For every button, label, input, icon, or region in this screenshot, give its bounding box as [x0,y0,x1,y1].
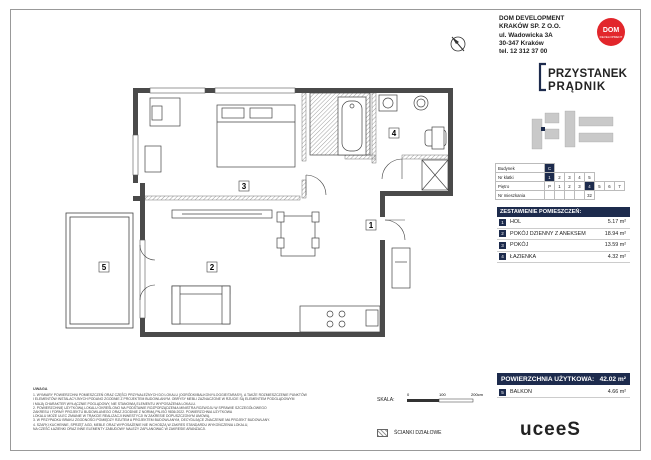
kitchen [300,248,410,332]
location-cell: 1 [555,182,565,191]
location-cell: 1 [545,173,555,182]
location-cell: 4 [585,182,595,191]
company-street: ul. Wadowicka 3A [499,31,553,39]
doors [140,159,405,300]
note-line: 2. POWIERZCHNIĘ UŻYTKOWĄ LOKALU OKREŚLONO NA PODSTAWIE ROZPORZĄDZENIA MINISTRA ROZWOJU W SPRAWIE SZCZEGÓŁOWEGO [33,405,267,410]
room-num: 2 [499,230,506,237]
svg-text:200cm: 200cm [471,392,484,397]
note-line: ZAKRESU I FORMY PROJEKTU BUDOWLANEGO ORAZ ZGODNIE Z NORMĄ PN-ISO 9836:2022. POWIERZCHNIA UŻYTKOWA [33,410,233,415]
svg-text:DEVELOPMENT: DEVELOPMENT [599,35,623,39]
note-line: 4. SZAFKI KUCHENNE, SPRZĘT AGD, MEBLE ORAZ WYPOSAŻENIE NIE WCHODZĄ W ZAKRES STANDARDU WYKOŃCZENIA LOKALU, [33,422,249,427]
location-cell: P [545,182,555,191]
north-arrow [451,37,465,51]
location-table-row [496,173,625,182]
total-area-label: POWIERZCHNIA UŻYTKOWA: [501,375,595,383]
location-cell [545,191,555,200]
room-area: 5.17 m² [607,219,626,226]
svg-text:0: 0 [407,392,410,397]
location-cell: C [545,164,555,173]
room-area: 18.94 m² [604,230,626,237]
room-row [497,229,630,241]
project-name-line1: PRZYSTANEK [548,68,628,80]
room-1-tag: 1 [368,221,374,230]
room-name: POKÓJ DZIENNY Z ANEKSEM [510,230,586,237]
svg-text:100: 100 [439,392,446,397]
svg-text:DOM: DOM [602,27,620,34]
location-cell: 32 [585,191,595,200]
room-num: 1 [499,219,506,226]
apartment-marker [541,127,545,131]
note-line: I ELEMENTÓW INSTALACYJNYCH PODANO ZGODNIE Z PROJEKTEM BUDOWLANYM. OBRYSY MEBLI ZAZNACZONE W RZUCIE SĄ ELEMENTEM PODGLĄDOWYM [33,397,295,402]
location-table [495,163,625,200]
balcony-area: 4.66 m² [607,389,626,395]
legend [377,429,442,437]
company-name: DOM DEVELOPMENT [499,15,565,22]
location-cell [565,191,575,200]
location-cell [575,191,585,200]
location-cell: 4 [575,173,585,182]
project-logo [537,62,632,107]
bedroom-furniture [145,98,295,172]
room-list-title: ZESTAWIENIE POMIESZCZEŃ: [497,207,630,217]
legend-label: ŚCIANKI DZIAŁOWE [394,430,442,436]
location-cell: 2 [565,182,575,191]
location-cell: 6 [605,182,615,191]
note-line: NA CZEŚĆ ŁAZIENKI ORAZ INNE ELEMENTY ZABUDOWY NALEŻY ZAPLANOWAĆ W ZAKRESIE ARANŻACJI. [33,426,207,431]
room-name: POKÓJ [510,242,529,249]
room-row [497,217,630,229]
dom-development-logo [595,17,627,47]
room-4-tag: 4 [391,129,397,138]
location-table-row [496,182,625,191]
notes-title: UWAGA [33,387,48,391]
location-table-row [496,191,625,200]
total-area [497,373,630,385]
partner-logo: uceeS [520,419,581,440]
balcony-row [497,387,630,398]
notes-block [33,387,349,431]
floor-plan [60,24,480,369]
room-area: 13.59 m² [604,242,626,249]
partition-walls [145,93,448,200]
note-line: LOKALU MOŻE ULEC ZMIANIE W TRAKCIE REALIZACJI INWESTYCJI W ZAKRESIE DOPUSZCZONYM UMOWĄ. [33,414,211,419]
location-cell: 3 [575,182,585,191]
note-line: I MAJĄ CHARAKTER WYŁĄCZNIE POGLĄDOWY. NIE STANOWIĄ ELEMENTU WYPOSAŻENIA LOKALU. [33,401,196,406]
company-address [499,15,589,56]
balcony-name: BALKON [510,389,532,395]
hatch-swatch-icon [377,429,388,437]
bathroom-fixtures [310,93,448,190]
room-list [497,207,630,263]
room-row [497,252,630,264]
note-line: 1. WYMIARY POWIERZCHNI POMIESZCZEŃ ORAZ CZĘŚCI PRZYNALEŻNYCH DO LOKALU (OGRÓDKI/BALKONY/LOGGIE/TARASY), A TAKŻE ROZMIESZCZENIE PUNKTÓW [33,393,307,398]
total-area-value: 42.02 m² [599,375,626,383]
balcony-num: 5 [499,389,506,396]
location-cell: 3 [565,173,575,182]
room-name: HOL [510,219,522,226]
room-5-tag: 5 [101,263,107,272]
room-3-tag: 3 [241,182,247,191]
room-row [497,240,630,252]
location-cell: 7 [615,182,625,191]
project-name-line2: PRĄDNIK [548,81,606,93]
note-line: 3. W PRZYPADKU BRAKU ZGODNOŚCI POMIĘDZY RZUTEM A PROJEKTEM BUDOWLANYM, DECYDUJĄCE ZNACZENIE MA PROJEKT BUDOWLANY. [33,418,270,423]
scale-ruler [405,391,489,407]
room-num: 3 [499,242,506,249]
location-table-row [496,164,625,173]
scale-label: SKALA: [377,397,395,403]
company-phone: tel. 12 312 37 00 [499,48,548,56]
building-key-plan [527,107,622,162]
room-name: ŁAZIENKA [510,253,537,260]
location-label: Nr mieszkania [496,191,545,200]
company-city: 30-347 Kraków [499,39,544,47]
location-cell: 2 [555,173,565,182]
location-cell [555,191,565,200]
scale-bar [377,391,489,407]
room-2-tag: 2 [209,263,215,272]
location-cell: 5 [595,182,605,191]
location-cell: 5 [585,173,595,182]
location-label: Nr klatki [496,173,545,182]
room-num: 4 [499,253,506,260]
living-furniture [172,210,319,324]
company-name-2: KRAKÓW SP. Z O.O. [499,23,561,31]
location-label: Piętro [496,182,545,191]
room-area: 4.32 m² [607,253,626,260]
location-label: Budynek [496,164,545,173]
